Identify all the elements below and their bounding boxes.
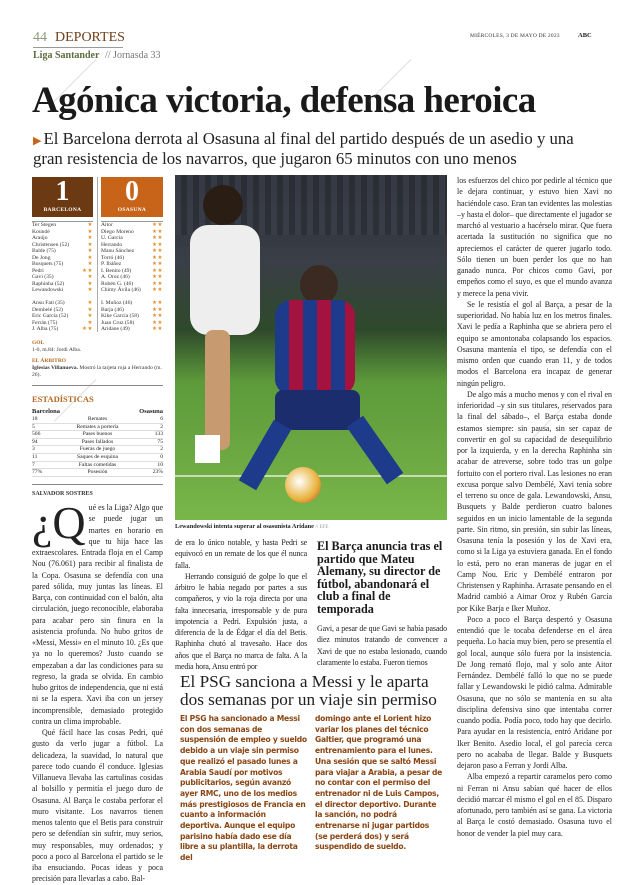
lineup-row: [32, 287, 93, 294]
player-name: Ansu Fati (35): [32, 300, 65, 306]
player-name: Ferrán (75): [32, 319, 58, 326]
lineup-row: [32, 221, 93, 229]
subheadline: [33, 130, 593, 168]
lineup-row: [101, 221, 163, 229]
rating-stars-icon: ★★: [151, 254, 163, 261]
rating-stars-icon: ★★: [151, 313, 163, 319]
osasuna-player: [190, 225, 260, 335]
stats-row: [32, 469, 163, 477]
rating-stars-icon: ★★: [151, 267, 163, 274]
referee-label: EL ÁRBITRO: [32, 358, 67, 364]
issue-date: MIÉRCOLES, 3 DE MAYO DE 2023: [470, 33, 560, 39]
paragraph: Alba empezó a repartir caramelos pero como ni Ferran ni Ansu sabían qué hacer de ellos decidió marcar él mismo el gol en el 85. Disparo afortunado, pero también así se gana. La victoria al Barça le costó demasiado. Osasuna tuvo el honor de vender la piel muy cara.: [457, 772, 612, 838]
player-name: U. García: [101, 235, 123, 241]
rating-stars-icon: ★: [87, 280, 93, 287]
rating-stars-icon: ★: [87, 261, 93, 267]
player-name: Ter Stegen: [32, 222, 56, 228]
player-name: Manu Sánchez: [101, 248, 135, 254]
player-name: Lewandowski: [32, 287, 64, 293]
goal-label: GOL: [32, 340, 45, 346]
stat-name: Pases buenos: [82, 431, 113, 438]
away-value: 23%: [152, 469, 163, 476]
rating-stars-icon: ★★: [151, 306, 163, 313]
rating-stars-icon: ★★: [151, 241, 163, 248]
stat-name: Pases fallados: [81, 438, 114, 445]
photo-credit: // EFE: [315, 525, 329, 530]
stat-name: Saques de esquina: [76, 453, 118, 460]
rating-stars-icon: ★★: [151, 319, 163, 326]
lineup-row: [101, 326, 163, 333]
away-value: 0: [160, 453, 163, 460]
paragraph: Qué fácil hace las cosas Pedri, qué gusto da verlo jugar a fútbol. La delicadeza, la suavidad, lo natural que parece todo cuando él conduce. Iglesias Villanueva llevaba las cartulinas cosidas al bolsillo y permitía el juego duro de Osasuna. Al Barça le costaba perforar el muro visitante. Los navarros tienen menos talento que el Betis para construir pero se defendían sin sufrir, muy serios, muy responsables, muy ordenados; y poco a poco al Barcelona el partido se le iba ensuciando. Pocas ideas y poca precisión para llevarlas a cabo. Bal-: [32, 728, 163, 884]
player-name: Busquets (75): [32, 261, 64, 267]
player-name: I. Muñoz (46): [101, 300, 133, 306]
section-title: DEPORTES: [55, 30, 125, 45]
player-name: A. Oroz (46): [101, 274, 130, 280]
player-name: Eric García (52): [32, 313, 69, 319]
player-name: Koundé: [32, 228, 50, 235]
paragraph: De algo más a mucho menos y con el rival en inferioridad –y sin sus titulares, reservados para la final del sábado–, el Barça estaba donde estamos siempre: sin pausa, sin ser capaz de convertir en gol su capacidad de desequilibrio por la izquierda, y en la derecha Raphinha sin acabar de atreverse, sobre todo tras un golpe fortuito con el portero rival. Las lesiones no eran excusa porque salvo Dembélé, Xavi tenía sobre el terreno su once de gala. Lewandowski, Ansu, Busquets y Balde perdieron cuatro balones seguidos en un inicio lamentable de la segunda parte. Sin ritmo, sin presión, sin subir las líneas, Osasuna tenía la posesión y los de Xavi era, como si la Liga ya estuviera ganada. En el fondo lo está, pero no eran maneras de jugar en el Camp Nou. Eric y Dembélé entraron por Christensen y Raphinha. Arrasate pensando en el Madrid cambió a Aimar Oroz y Rubén García por Kike Barja e Iker Muñoz.: [457, 389, 612, 613]
round-label: // Jornasda 33: [105, 50, 161, 61]
paragraph: Poco a poco el Barça despertó y Osasuna entendió que le tocaba defenderse en el área pequeña. Lo hacía muy bien, pero se presentía el gol local, aunque sólo fuera por la insistencia. De Jong remató flojo, mal y solo ante Aitor Fernández. Dembélé falló lo que no se puede fallar y Lewandowski le pidió calma. Admirable Osasuna, que no sólo se mantenía en su alta disciplina defensiva sino que intentaba correr cuando podía. Podía poco, todo hay que decirlo. Para ayudar en la resistencia, entró Aridane por Iker Benito. Asedio local, el gol parecía cerca pero no acababa de llegar. Balde y Busquets dejaron paso a Ferran y Jordi Alba.: [457, 614, 612, 770]
rating-stars-icon: ★★: [151, 326, 163, 332]
psg-headline: El PSG sanciona a Messi y le aparta dos semanas por un viaje sin permiso: [180, 672, 437, 709]
stats-row: [32, 446, 163, 454]
home-value: 566: [32, 431, 41, 438]
player-name: J. Alba (75): [32, 326, 59, 332]
paragraph: Gavi, a pesar de que Gavi se había pasado diez minutos tratando de convencer a Xavi de que no estaba lesionado, cuando claramente lo estaba. Fueron tiernos: [317, 624, 447, 667]
player-name: Herrando: [101, 241, 123, 248]
paragraph: ué es la Liga? Algo que se puede jugar un martes en horario en que tu hija hace las extraescolares. Entrada floja en el Camp Nou (76.061) para recibir al finalista de la Copa. Osasuna se defendía con una pared sólida, muy juntas las líneas. El Barça, con continuidad con el balón, alta circulación, juego reconocible, elaboraba para acabar pero sin finura en la asistencia profunda. No hubo gritos de «Messi, Messi» en el minuto 10. ¿Es que ya no lo queremos? Justo cuando se empezaban a dar las condiciones para su regreso, la grada se olvida. En cambio hubo gritos de independencia, que ni está ni se la espera. Xavi iba con un jersey incomprensible, demasiado protegido contra un clima improbable.: [32, 503, 163, 726]
away-value: 10: [157, 461, 163, 468]
paragraph: los esfuerzos del chico por pedirle al técnico que le dejara continuar, y estuvo bien Xavi no haciéndole caso. Eran tan evidentes las molestias –y hasta el dolor– que directamente el jugador se marchó al vestuario a hacérselo mirar. Que fuera acertada la sustitución no significa que no apreciemos el carácter de querer jugarlo todo. Sólo tienen un buen perder los que no han ganado nunca. Por chicos como Gavi, por empeños como el suyo, es que el mundo avanza y merece la pena vivir.: [457, 176, 612, 298]
player-name: Raphinha (52): [32, 280, 65, 287]
home-value: 94: [32, 438, 38, 445]
rating-stars-icon: ★★: [151, 280, 163, 287]
paper-name: ABC: [578, 32, 592, 39]
caption-text: Lewandowski intenta superar al osasunista Aridane: [175, 523, 314, 530]
rating-stars-icon: ★: [87, 241, 93, 248]
chronicle-column-2: [175, 537, 307, 672]
rating-stars-icon: ★: [87, 300, 93, 306]
rating-stars-icon: ★: [87, 235, 93, 241]
stats-away-team: Osasuna: [139, 408, 163, 415]
player-name: Pedri: [32, 267, 44, 274]
player-name: Kike García (58): [101, 313, 139, 319]
away-lineup: [101, 221, 163, 294]
player-name: Araújo: [32, 235, 48, 241]
rating-stars-icon: ★: [87, 228, 93, 235]
chronicle-column-1: [32, 497, 163, 885]
stats-table: [32, 408, 163, 477]
rating-stars-icon: ★★: [151, 274, 163, 280]
stats-label: ESTADÍSTICAS: [32, 394, 94, 404]
sidebar: [317, 540, 447, 668]
stats-home-team: Barcelona: [32, 408, 61, 415]
referee-note: Mostró la tarjeta roja a Herrando (m. 26).: [32, 365, 162, 378]
match-photo: [175, 175, 447, 520]
away-value: 133: [154, 431, 163, 438]
rating-stars-icon: ★★: [81, 326, 93, 332]
player-head: [203, 185, 243, 225]
divider: [32, 385, 163, 386]
psg-column-2: domingo ante el Lorient hizo variar los planes del técnico Galtier, que programó una entrenamiento para el lunes. Una sesión que se saltó Messi para viajar a Arabia, a pesar de no contar con el permiso del entrenador ni de Luis Campos, el director deportivo. Durante la sanción, no podrá entrenarse ni jugar partidos (se perderá dos) y será suspendido de sueldo.: [315, 714, 443, 852]
sidebar-headline: El Barça anuncia tras el partido que Mateu Alemany, su director de fútbol, abandonará el club a final de temporada: [317, 539, 443, 616]
rating-stars-icon: ★★: [151, 222, 163, 228]
player-name: Gavi (35): [32, 274, 54, 280]
stats-row: [32, 439, 163, 447]
away-score-box: [101, 177, 163, 217]
stat-name: Faltas cometidas: [78, 461, 117, 468]
rating-stars-icon: ★★: [151, 235, 163, 241]
player-name: Christensen (52): [32, 241, 70, 248]
photo-caption: [175, 523, 328, 530]
rating-stars-icon: ★★: [151, 228, 163, 235]
stats-row: [32, 462, 163, 470]
stat-name: Fueras de juego: [79, 446, 116, 453]
player-name: Aitor: [101, 222, 113, 228]
barcelona-player: [275, 300, 355, 395]
stat-name: Posesión: [87, 469, 108, 476]
player-name: Chimy Ávila (46): [101, 287, 141, 293]
player-name: Diego Moreno: [101, 228, 134, 235]
header-divider: [33, 47, 123, 48]
referee-name: Iglesias Villanueva.: [32, 365, 79, 371]
home-value: 77%: [32, 469, 43, 476]
lineup-row: [32, 326, 93, 333]
rating-stars-icon: ★★: [151, 248, 163, 254]
away-score: 0: [125, 176, 139, 207]
referee-text: [32, 365, 163, 379]
stats-row: [32, 431, 163, 439]
player-name: De Jong: [32, 254, 51, 261]
rating-stars-icon: ★: [87, 248, 93, 254]
author-name: SALVADOR SOSTRES: [32, 491, 93, 497]
away-value: 75: [157, 438, 163, 445]
ball: [285, 467, 321, 503]
paragraph: de era lo único notable, y hasta Pedri se equivocó en un remate de los que él nunca falla.: [175, 538, 307, 570]
page-number: 44: [33, 30, 47, 45]
rating-stars-icon: ★★: [151, 300, 163, 306]
lineup-divider: [97, 177, 98, 332]
divider: [32, 484, 163, 485]
away-value: 6: [160, 416, 163, 422]
headline: Agónica victoria, defensa heroica: [32, 80, 536, 121]
stats-row: [32, 454, 163, 462]
player-name: Juan Cruz (58): [101, 319, 135, 326]
player-name: Dembelé (52): [32, 306, 63, 313]
home-score-box: [32, 177, 93, 217]
rating-stars-icon: ★★: [81, 267, 93, 274]
player-name: I. Benito (49): [101, 267, 132, 274]
rating-stars-icon: ★: [87, 287, 93, 293]
away-value: 2: [160, 423, 163, 430]
home-score: 1: [55, 176, 70, 207]
bullet-triangle-icon: ▶: [33, 135, 42, 147]
chronicle-column-3: [317, 623, 447, 668]
stats-row: [32, 424, 163, 432]
league-label: Liga Santander: [33, 50, 100, 61]
home-team: BARCELONA: [43, 207, 82, 213]
home-value: 3: [32, 446, 35, 453]
away-value: 2: [160, 446, 163, 453]
home-lineup: [32, 221, 93, 294]
home-value: 5: [32, 423, 35, 430]
rating-stars-icon: ★: [87, 222, 93, 228]
player-name: Balde (75): [32, 248, 56, 254]
home-value: 7: [32, 461, 35, 468]
goal-text: 1-0, m.84: Jordi Alba.: [32, 347, 82, 353]
rating-stars-icon: ★: [87, 319, 93, 326]
player-name: Aridane (49): [101, 326, 130, 332]
away-subs: [101, 300, 163, 333]
paragraph: Herrando consiguió de golpe lo que el árbitro le había negado por partes a sus compañeros, y vio la roja directa por una falta innecesaria, irresponsable y de pura impotencia a Pedri. Expulsión justa, a diferencia de la de Édgar el día del Betis. Raphinha chutó al travesaño. Hace dos años que el Barça no marca de falta. A la media hora, Ansu entró por: [175, 571, 307, 671]
player-name: P. Ibáñez: [101, 261, 122, 267]
home-value: 18: [32, 416, 38, 422]
stats-row: [32, 416, 163, 424]
stat-name: Remates a portería: [76, 423, 119, 430]
rating-stars-icon: ★★: [151, 287, 163, 293]
home-value: 11: [32, 453, 38, 460]
chronicle-column-4: [457, 175, 612, 839]
rating-stars-icon: ★★: [151, 261, 163, 267]
rating-stars-icon: ★: [87, 306, 93, 313]
psg-column-1: El PSG ha sancionado a Messi con dos semanas de suspensión de empleo y sueldo debido a un viaje sin permiso que realizó el pasado lunes a Arabia Saudí por motivos publicitarios, según avanzó ayer RMC, uno de los medios más prestigiosos de Francia en cuanto a información deportiva. Aunque el equipo parisino había dado ese día libre a su plantilla, la derrota del: [180, 714, 307, 863]
drop-cap: ¿Q: [32, 497, 86, 548]
rating-stars-icon: ★: [87, 274, 93, 280]
player-name: Rubén G. (46): [101, 280, 134, 287]
rating-stars-icon: ★: [87, 254, 93, 261]
paragraph: Se le resistía el gol al Barça, a pesar de la superioridad. No había luz en los metros finales. Xavi le pedía a Raphinha que se abriera pero el equipo se amontonaba colapsando los espacios. Osasuna mantenía el tipo, se defendía con el mismo orden que cuando eran 11, y de todos modos el Barcelona era incapaz de generar ningún peligro.: [457, 299, 612, 388]
away-team: OSASUNA: [117, 207, 147, 213]
stat-name: Remates: [87, 416, 108, 422]
home-subs: [32, 300, 93, 333]
rating-stars-icon: ★: [87, 313, 93, 319]
subheadline-text: El Barcelona derrota al Osasuna al final del partido después de un asedio y una gran resistencia de los navarros, que jugaron 65 minutos con uno menos: [33, 129, 574, 168]
lineup-row: [101, 287, 163, 294]
player-name: Torró (46): [101, 254, 125, 261]
player-name: Barja (46): [101, 306, 124, 313]
